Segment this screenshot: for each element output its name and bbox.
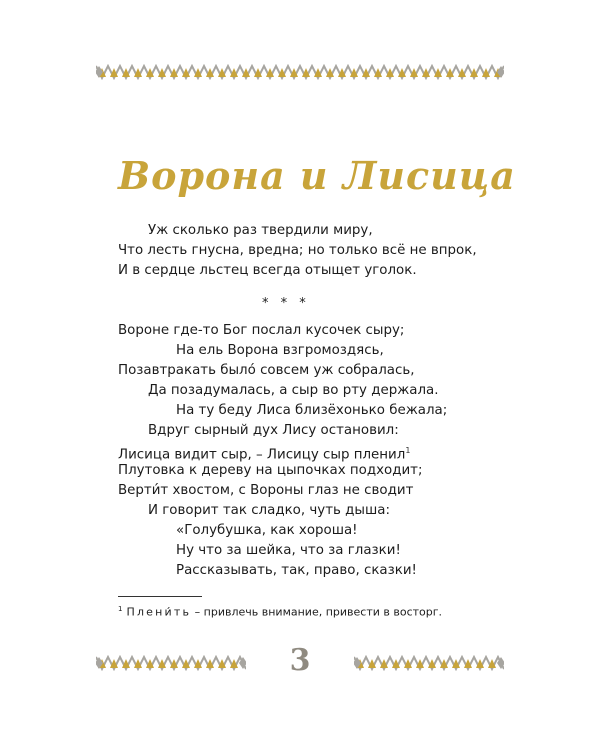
stanza-separator: * * * bbox=[262, 296, 310, 311]
poem-line: Ну что за шейка, что за глазки! bbox=[176, 543, 401, 558]
poem-line: Позавтракать было́ совсем уж собралась, bbox=[118, 363, 415, 378]
poem-line: Да позадумалась, а сыр во рту держала. bbox=[148, 383, 439, 398]
poem-line: «Голубушка, как хороша! bbox=[176, 523, 358, 538]
ornament-zigzag bbox=[96, 66, 504, 78]
footnote-term: Плени́ть bbox=[126, 605, 192, 619]
footnote bbox=[118, 602, 442, 620]
footnote-text: – привлечь внимание, привести в восторг. bbox=[191, 605, 443, 619]
poem-line: Рассказывать, так, право, сказки! bbox=[176, 563, 417, 578]
poem-title: Ворона и Лисица bbox=[118, 153, 516, 198]
poem-line: Вороне где-то Бог послал кусочек сыру; bbox=[118, 323, 405, 338]
poem-line: Что лесть гнусна, вредна; но только всё не впрок, bbox=[118, 243, 477, 258]
footnote-marker: 1 bbox=[405, 446, 411, 455]
poem-line: И говорит так сладко, чуть дыша: bbox=[148, 503, 390, 518]
poem-line: Верти́т хвостом, с Вороны глаз не сводит bbox=[118, 483, 414, 498]
poem-line-text: Лисица видит сыр, – Лисицу сыр пленил bbox=[118, 447, 406, 463]
poem-line: Плутовка к дереву на цыпочках подходит; bbox=[118, 463, 423, 478]
poem-line: На ель Ворона взгромоздясь, bbox=[176, 343, 384, 358]
poem-line: Вдруг сырный дух Лису остановил: bbox=[148, 423, 399, 438]
footnote-divider bbox=[118, 596, 202, 597]
poem-line: Уж сколько раз твердили миру, bbox=[148, 223, 373, 238]
page-number: 3 bbox=[289, 643, 311, 678]
bottom-right-ornament-icon bbox=[354, 655, 504, 671]
top-ornament-icon bbox=[96, 64, 504, 80]
footnote-mark: 1 bbox=[118, 605, 123, 613]
bottom-left-ornament-icon bbox=[96, 655, 246, 671]
poem-line: На ту беду Лиса близёхонько бежала; bbox=[176, 403, 448, 418]
poem-line: И в сердце льстец всегда отыщет уголок. bbox=[118, 263, 417, 278]
